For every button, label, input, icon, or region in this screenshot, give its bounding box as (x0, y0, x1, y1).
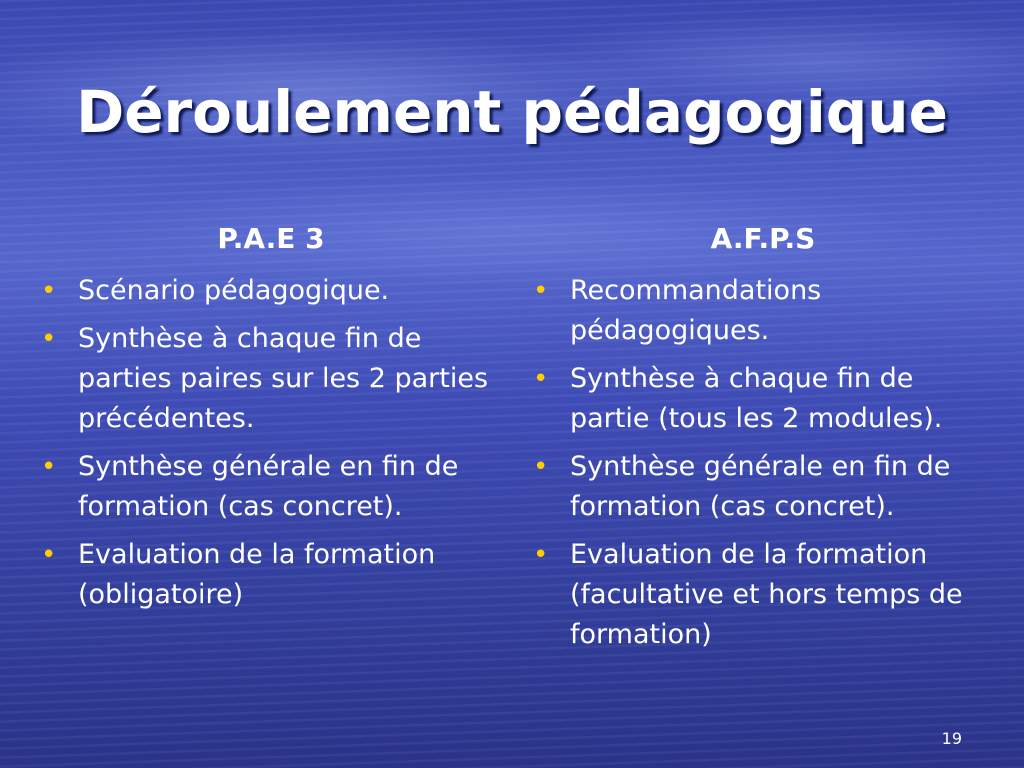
right-column-heading: A.F.P.S (710, 222, 816, 255)
left-column-heading: P.A.E 3 (217, 222, 325, 255)
slide-title: Déroulement pédagogique (76, 78, 948, 146)
bullet-item (36, 319, 506, 439)
bullet-text: Synthèse à chaque fin de partie (tous les 2 modules). (570, 363, 943, 434)
bullet-dot-icon: • (533, 364, 549, 394)
left-bullet-list (36, 271, 506, 615)
bullet-dot-icon: • (533, 276, 549, 306)
bullet-text: Synthèse générale en fin de formation (cas concret). (570, 451, 951, 522)
bullet-text: Evaluation de la formation (facultative et hors temps de formation) (570, 539, 963, 650)
bullet-item (36, 535, 506, 615)
bullet-item (528, 271, 998, 351)
bullet-item (528, 535, 998, 655)
bullet-item (528, 359, 998, 439)
bullet-dot-icon: • (41, 324, 57, 354)
bullet-text: Scénario pédagogique. (78, 275, 390, 306)
bullet-dot-icon: • (533, 452, 549, 482)
bullet-item (36, 447, 506, 527)
bullet-text: Evaluation de la formation (obligatoire) (78, 539, 436, 610)
bullet-dot-icon: • (41, 276, 57, 306)
bullet-item (528, 447, 998, 527)
right-bullet-list (528, 271, 998, 655)
left-column (36, 222, 506, 623)
bullet-text: Synthèse à chaque fin de parties paires sur les 2 parties précédentes. (78, 323, 489, 434)
page-number: 19 (941, 729, 962, 748)
right-column (528, 222, 998, 663)
bullet-item (36, 271, 506, 311)
bullet-dot-icon: • (533, 540, 549, 570)
bullet-text: Synthèse générale en fin de formation (cas concret). (78, 451, 459, 522)
bullet-dot-icon: • (41, 540, 57, 570)
bullet-text: Recommandations pédagogiques. (570, 275, 822, 346)
bullet-dot-icon: • (41, 452, 57, 482)
